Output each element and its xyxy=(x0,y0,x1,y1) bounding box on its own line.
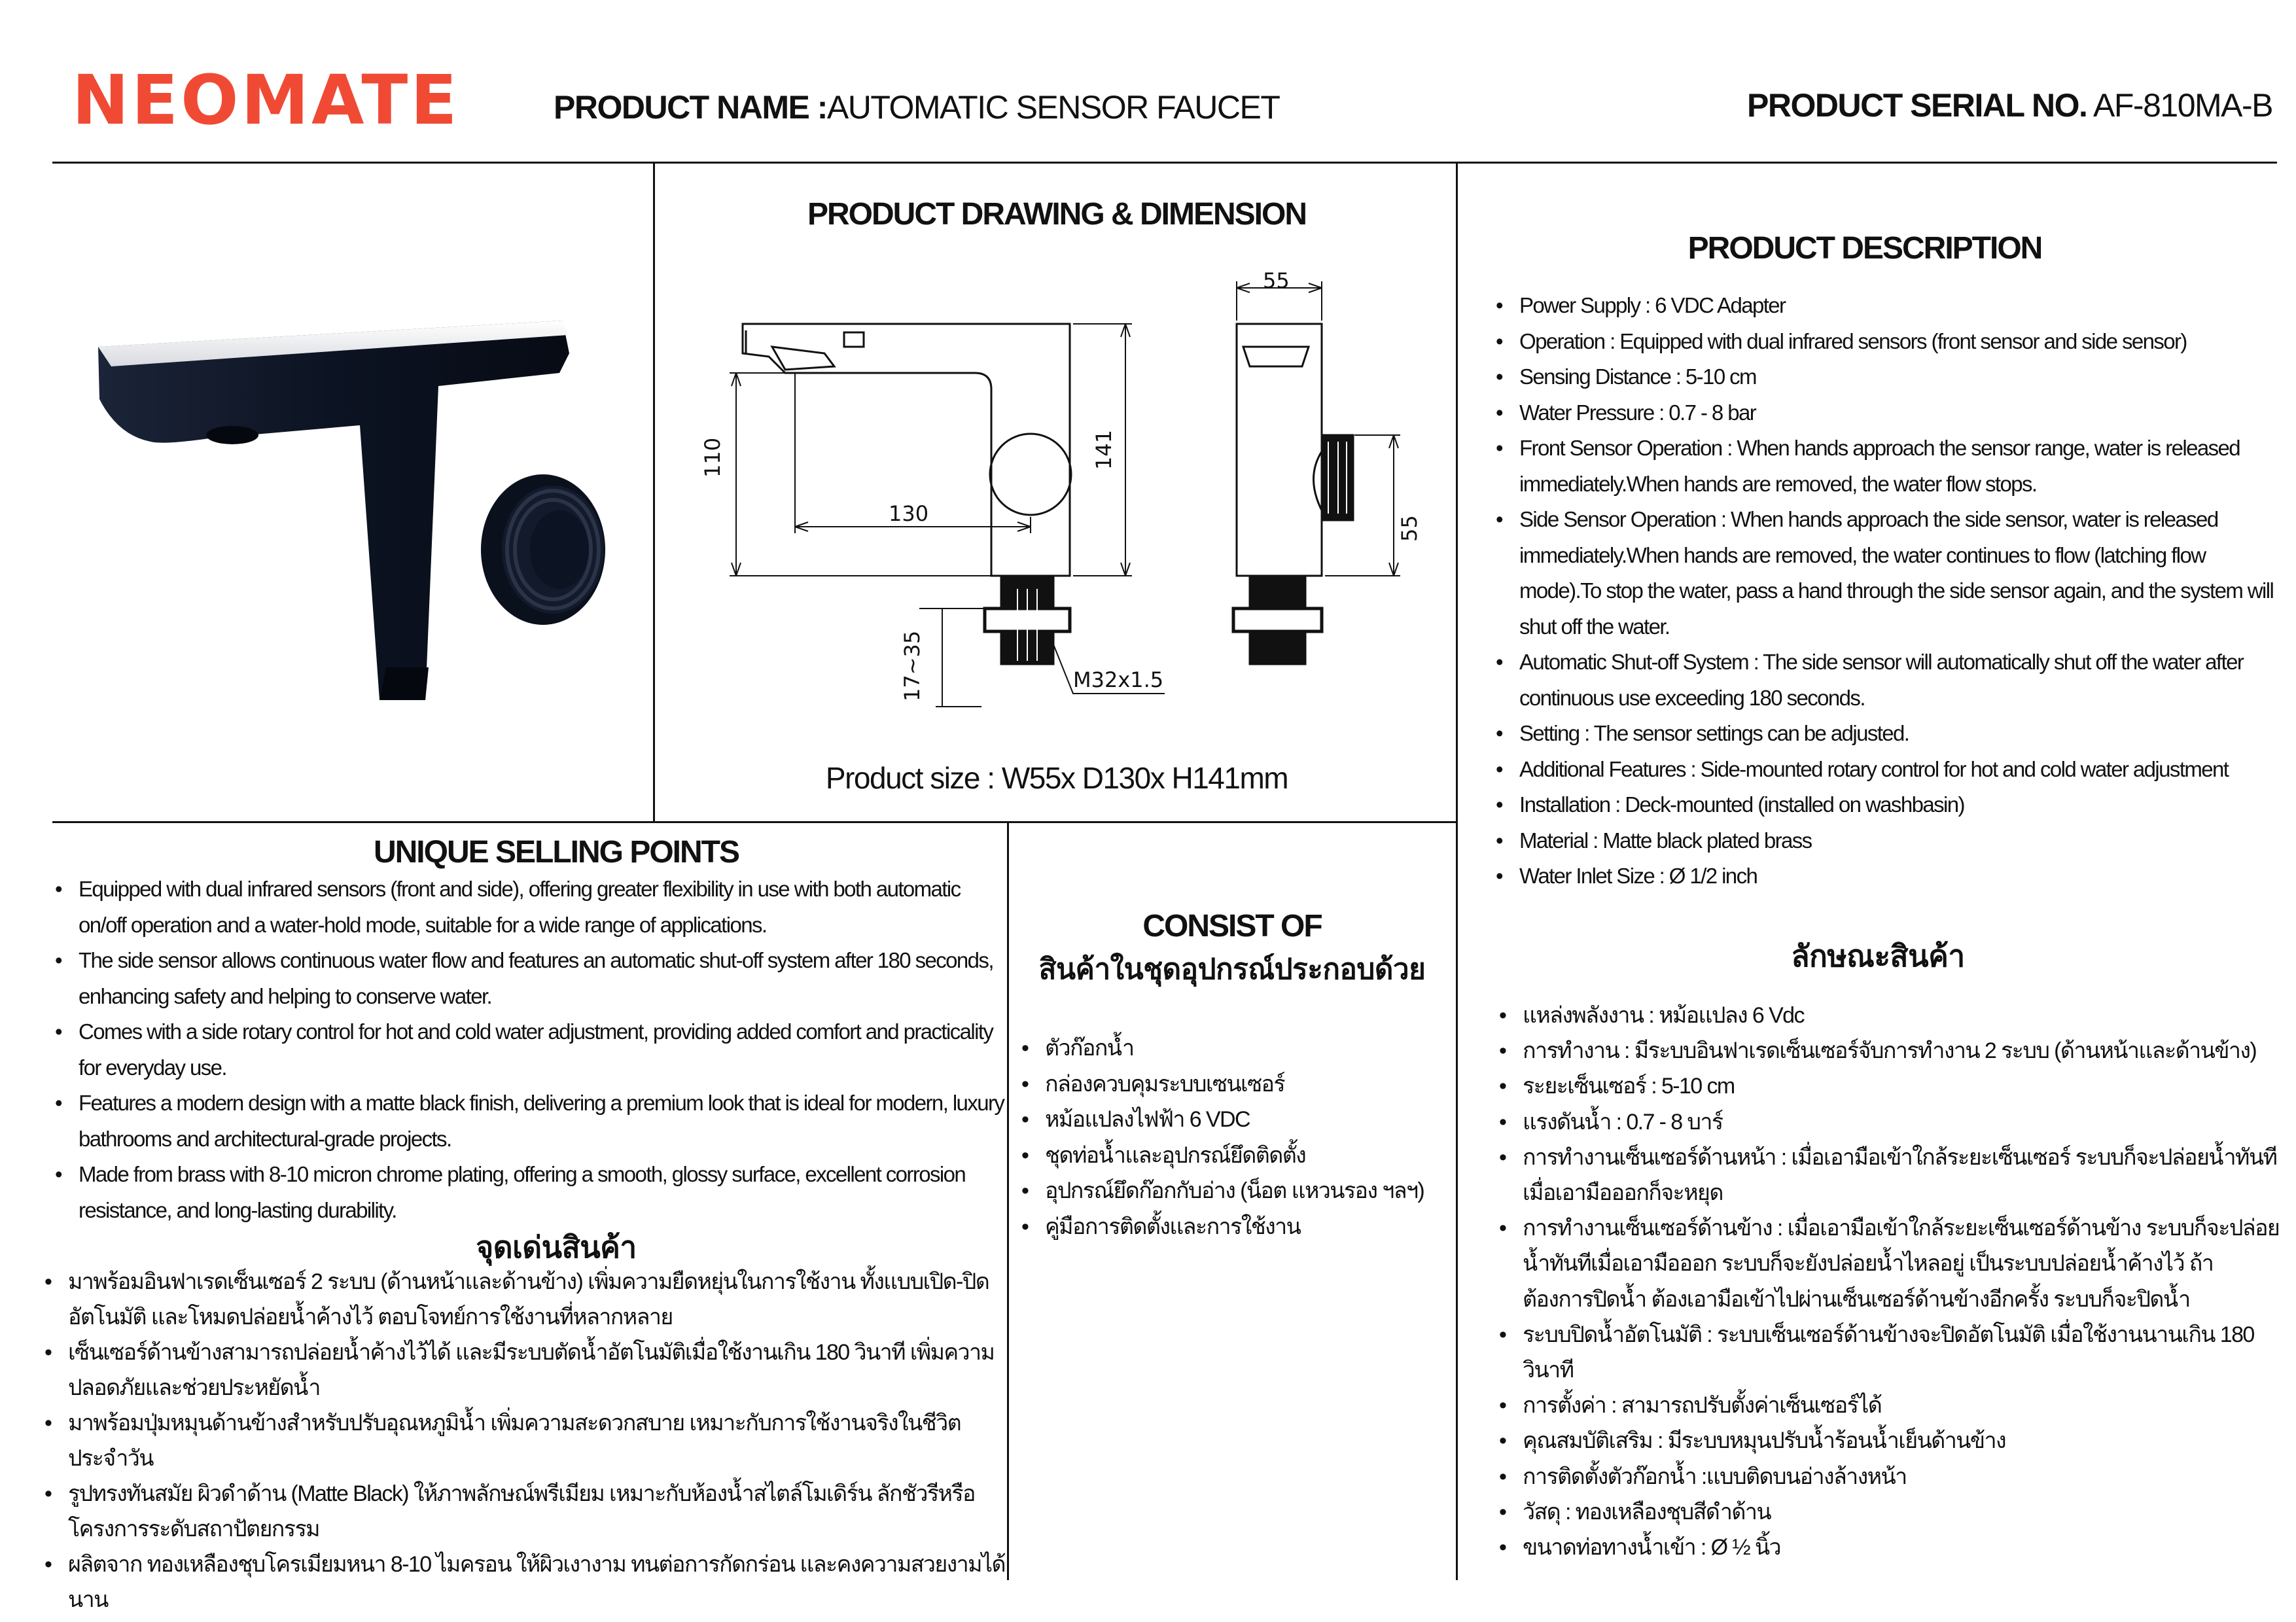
consist-title: CONSIST OF xyxy=(1142,909,1322,943)
brand-logo: NEOMATE xyxy=(72,60,460,140)
consist-item: • ตัวก๊อกน้ำ xyxy=(1017,1031,1456,1067)
usp-title-th: จุดเด่นสินค้า xyxy=(476,1230,637,1264)
consist-item: • อุปกรณ์ยึดก๊อกกับอ่าง (น็อต แหวนรอง ฯลฯ) xyxy=(1017,1173,1456,1209)
description-list-th xyxy=(1495,998,2280,1565)
description-item-th: • การทำงานเซ็นเซอร์ด้านข้าง : เมื่อเอามือเข้าใกล้ระยะเซ็นเซอร์ด้านข้าง ระบบก็จะปล่อยน้ำทันทีเมื่อเอามือออก ระบบก็จะยังปล่อยน้ำไหลอยู่ เป็นระบบปล่อยน้ำค้างไว้ ถ้าต้องการปิดน้ำ ต้องเอามือเข้าไปผ่านเซ็นเซอร์ด้านข้างอีกครั้ง ระบบก็จะปิดน้ำ xyxy=(1495,1210,2280,1317)
product-serial-value: AF-810MA-B xyxy=(2093,87,2272,124)
consist-list xyxy=(1017,1031,1456,1244)
description-item: • Water Inlet Size : Ø 1/2 inch xyxy=(1492,858,2274,894)
usp-title: UNIQUE SELLING POINTS xyxy=(373,835,739,870)
usp-item: • The side sensor allows continuous water flow and features an automatic shut-off system after 180 seconds, enhancing safety and helping to conserve water. xyxy=(51,943,1008,1014)
product-name-value: AUTOMATIC SENSOR FAUCET xyxy=(826,89,1280,126)
middle-row-divider xyxy=(52,821,1457,823)
description-item: • Installation : Deck-mounted (installed on washbasin) xyxy=(1492,787,2274,823)
description-item: • Automatic Shut-off System : The side sensor will automatically shut off the water after continuous use exceeding 180 seconds. xyxy=(1492,644,2274,716)
description-item-th: • คุณสมบัติเสริม : มีระบบหมุนปรับน้ำร้อนน้ำเย็นด้านข้าง xyxy=(1495,1423,2280,1458)
product-name-label: PRODUCT NAME : xyxy=(554,89,827,126)
description-item: • Operation : Equipped with dual infrared sensors (front sensor and side sensor) xyxy=(1492,324,2274,360)
dim-shank-label: 17~35 xyxy=(900,630,925,701)
description-item-th: • ระยะเซ็นเซอร์ : 5-10 cm xyxy=(1495,1068,2280,1104)
consist-item: • ชุดท่อน้ำและอุปกรณ์ยึดติดตั้ง xyxy=(1017,1138,1456,1174)
product-serial-label: PRODUCT SERIAL NO. xyxy=(1747,87,2087,124)
description-item: • Front Sensor Operation : When hands approach the sensor range, water is released immediately.When hands are removed, the water flow stops. xyxy=(1492,431,2274,502)
product-name-heading xyxy=(554,88,1279,126)
description-title-th: ลักษณะสินค้า xyxy=(1791,939,1965,973)
description-item: • Material : Matte black plated brass xyxy=(1492,823,2274,859)
consist-item: • กล่องควบคุมระบบเซนเซอร์ xyxy=(1017,1067,1456,1102)
header-divider xyxy=(52,162,2277,164)
description-item-th: • การติดตั้งตัวก๊อกน้ำ :แบบติดบนอ่างล้างหน้า xyxy=(1495,1459,2280,1494)
description-item-th: • ขนาดท่อทางน้ำเข้า : Ø ½ นิ้ว xyxy=(1495,1530,2280,1565)
dim-height-141-label: 141 xyxy=(1091,429,1116,470)
description-item-th: • แรงดันน้ำ : 0.7 - 8 บาร์ xyxy=(1495,1104,2280,1140)
usp-item-th: • เซ็นเซอร์ด้านข้างสามารถปล่อยน้ำค้างไว้ได้ และมีระบบตัดน้ำอัตโนมัติเมื่อใช้งานเกิน 180 วินาที เพิ่มความปลอดภัยและช่วยประหยัดน้ำ xyxy=(41,1335,1016,1405)
usp-item-th: • มาพร้อมปุ่มหมุนด้านข้างสำหรับปรับอุณหภูมิน้ำ เพิ่มความสะดวกสบาย เหมาะกับการใช้งานจริงในชีวิตประจำวัน xyxy=(41,1405,1016,1476)
description-item-th: • วัสดุ : ทองเหลืองชุบสีดำด้าน xyxy=(1495,1494,2280,1530)
consist-item: • หม้อแปลงไฟฟ้า 6 VDC xyxy=(1017,1102,1456,1138)
usp-item: • Equipped with dual infrared sensors (front and side), offering greater flexibility in use with both automatic on/off operation and a water-hold mode, suitable for a wide range of applications. xyxy=(51,872,1008,943)
usp-list xyxy=(51,872,1008,1228)
consist-item: • คู่มือการติดตั้งและการใช้งาน xyxy=(1017,1209,1456,1245)
usp-item-th: • มาพร้อมอินฟาเรดเซ็นเซอร์ 2 ระบบ (ด้านหน้าและด้านข้าง) เพิ่มความยืดหยุ่นในการใช้งาน ทั้งแบบเปิด-ปิดอัตโนมัติ และโหมดปล่อยน้ำค้างไว้ ตอบโจทย์การใช้งานที่หลากหลาย xyxy=(41,1264,1016,1335)
product-size-text: Product size : W55x D130x H141mm xyxy=(825,761,1288,795)
product-serial-heading xyxy=(1747,86,2272,124)
dim-height-110-label: 110 xyxy=(700,437,725,478)
consist-title-th: สินค้าในชุดอุปกรณ์ประกอบด้วย xyxy=(1038,953,1426,985)
description-title: PRODUCT DESCRIPTION xyxy=(1687,231,2042,266)
description-item: • Setting : The sensor settings can be adjusted. xyxy=(1492,716,2274,752)
drawing-title: PRODUCT DRAWING & DIMENSION xyxy=(807,197,1306,232)
usp-item-th: • รูปทรงทันสมัย ผิวดำด้าน (Matte Black) ให้ภาพลักษณ์พรีเมียม เหมาะกับห้องน้ำสไตล์โมเดิร์น ลักชัวรีหรือโครงการระดับสถาปัตยกรรม xyxy=(41,1476,1016,1547)
product-photo xyxy=(72,275,648,772)
drawing-column-divider xyxy=(1456,163,1458,1580)
usp-item: • Features a modern design with a matte black finish, delivering a premium look that is ideal for modern, luxury bathrooms and architectural-grade projects. xyxy=(51,1085,1008,1157)
usp-list-th xyxy=(41,1264,1016,1617)
dim-depth-130-label: 130 xyxy=(889,501,929,526)
description-item-th: • การทำงานเซ็นเซอร์ด้านหน้า : เมื่อเอามือเข้าใกล้ระยะเซ็นเซอร์ ระบบก็จะปล่อยน้ำทันทีเมื่อเอามือออกก็จะหยุด xyxy=(1495,1140,2280,1210)
description-item: • Side Sensor Operation : When hands approach the side sensor, water is released immediately.When hands are removed, the water continues to flow (latching flow mode).To stop the water, pass a hand through the side sensor again, and the system will shut off the water. xyxy=(1492,502,2274,644)
usp-item: • Made from brass with 8-10 micron chrome plating, offering a smooth, glossy surface, excellent corrosion resistance, and long-lasting durability. xyxy=(51,1157,1008,1228)
description-list xyxy=(1492,288,2274,894)
usp-item: • Comes with a side rotary control for hot and cold water adjustment, providing added comfort and practicality for everyday use. xyxy=(51,1014,1008,1085)
description-item: • Additional Features : Side-mounted rotary control for hot and cold water adjustment xyxy=(1492,752,2274,788)
description-item: • Sensing Distance : 5-10 cm xyxy=(1492,359,2274,395)
usp-item-th: • ผลิตจาก ทองเหลืองชุบโครเมียมหนา 8-10 ไมครอน ให้ผิวเงางาม ทนต่อการกัดกร่อน และคงความสวยงามได้นาน xyxy=(41,1547,1016,1617)
description-item-th: • แหล่งพลังงาน : หม้อแปลง 6 Vdc xyxy=(1495,998,2280,1033)
description-item-th: • ระบบปิดน้ำอัตโนมัติ : ระบบเซ็นเซอร์ด้านข้างจะปิดอัตโนมัติ เมื่อใช้งานนานเกิน 180 วินาที xyxy=(1495,1317,2280,1388)
dimension-drawing xyxy=(654,262,1456,720)
description-item-th: • การตั้งค่า : สามารถปรับตั้งค่าเซ็นเซอร์ได้ xyxy=(1495,1388,2280,1423)
description-item: • Power Supply : 6 VDC Adapter xyxy=(1492,288,2274,324)
dim-thread-label: M32x1.5 xyxy=(1073,667,1164,692)
description-item: • Water Pressure : 0.7 - 8 bar xyxy=(1492,395,2274,431)
description-item-th: • การทำงาน : มีระบบอินฟาเรดเซ็นเซอร์จับการทำงาน 2 ระบบ (ด้านหน้าและด้านข้าง) xyxy=(1495,1033,2280,1068)
dim-side-55-label: 55 xyxy=(1397,515,1422,542)
dim-width-label: 55 xyxy=(1263,268,1290,293)
